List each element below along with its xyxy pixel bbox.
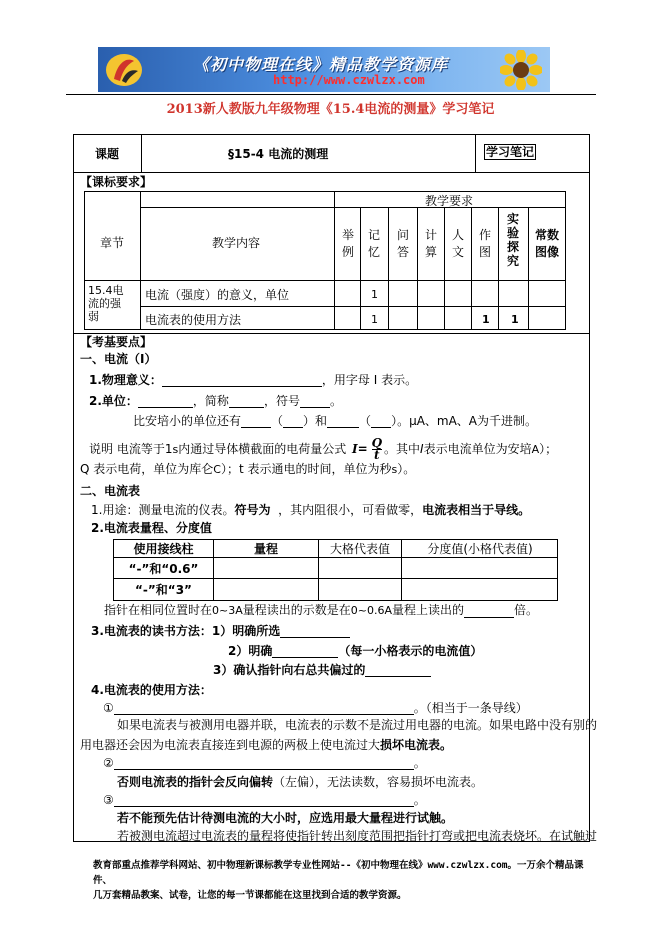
banner-title: 《初中物理在线》精品教学资源库 [193, 55, 449, 74]
requirements-table [84, 191, 566, 330]
col-qa: 问 答 [396, 228, 409, 259]
col-example: 举 例 [341, 228, 354, 259]
footer-line-1: 教育部重点推荐学科网站、初中物理新课标教学专业性网站--《初中物理在线》www.czwlzx.com。一万余个精品课件、 [93, 860, 584, 886]
site-banner [98, 47, 550, 92]
topic-label: 课题 [95, 147, 120, 161]
line-range-ratio: 指针在相同位置时在0~3A量程读出的示数是在0~0.6A量程上读出的 倍。 [104, 603, 539, 617]
usage-3-para-2: 若被测电流超过电流表的量程将使指针转出刻度范围把指针打弯或把电流表烧坏。在试触过 [117, 829, 598, 843]
col-content: 教学内容 [212, 236, 261, 250]
section-keypoints-title: 【考基要点】 [80, 335, 153, 349]
page-footer [93, 858, 593, 903]
usage-2-para: 否则电流表的指针会反向偏转（左偏），无法读数，容易损坏电流表。 [117, 775, 484, 789]
row2-mark-drawing: 1 [482, 313, 490, 326]
row2-mark-experiment: 1 [511, 313, 519, 326]
range-row-3: “-”和“3” [135, 583, 192, 597]
chapter-cell: 15.4电 流的强 弱 [88, 284, 124, 323]
col-memory: 记 忆 [367, 228, 380, 259]
usage-1-para-2: 用电器还会因为电流表直接连到电源的两极上使电流过大损坏电流表。 [80, 738, 453, 752]
heading-ammeter: 二、电流表 [80, 484, 141, 498]
line-usage-3: ③ 。 [103, 793, 426, 807]
col-humanities: 人 文 [451, 228, 464, 259]
line-ammeter-use: 1.用途：测量电流的仪表。符号为 ，其内阻很小，可看做零，电流表相当于导线。 [91, 503, 531, 517]
line-definition: 说明 电流等于1s内通过导体横截面的电荷量公式 I= $\frac{Q}{t}$ 。其中I表示电流单位为安培A）； [89, 436, 558, 462]
range-col-major: 大格代表值 [329, 542, 390, 556]
col-calc: 计 算 [424, 228, 437, 259]
current-formula: I= $\frac{Q}{t}$ [352, 436, 383, 462]
col-chapter: 章节 [100, 236, 125, 250]
footer-line-2: 几万套精品教案、试卷，让您的每一节课都能在这里找到合适的教学资源。 [93, 890, 407, 901]
col-drawing: 作 图 [478, 228, 491, 259]
line-reading-heading: 3.电流表的读书方法：1）明确所选 [91, 624, 350, 638]
row2-mark-memory: 1 [371, 313, 378, 326]
header-rule [66, 94, 596, 95]
range-col-terminal: 使用接线柱 [133, 542, 194, 556]
line-reading-3: 3）确认指针向右总共偏过的 [213, 663, 431, 677]
row1-content: 电流（强度）的意义，单位 [145, 288, 290, 302]
line-unit: 2.单位： ，简称 ，符号 。 [89, 394, 342, 408]
range-row-06: “-”和“0.6” [128, 562, 199, 576]
heading-current: 一、电流（I） [80, 352, 157, 366]
line-physical-meaning: 1.物理意义： ，用字母 I 表示。 [89, 373, 418, 387]
row1-mark-memory: 1 [371, 288, 378, 301]
study-notes-label: 学习笔记 [486, 145, 535, 159]
row2-content: 电流表的使用方法 [145, 313, 242, 327]
range-col-minor: 分度值(小格代表值) [427, 542, 533, 556]
col-constants: 常数 图像 [534, 228, 559, 259]
teaching-req-header: 教学要求 [425, 194, 474, 208]
site-logo-icon [104, 51, 144, 89]
document-title: 2013新人教版九年级物理《15.4电流的测量》学习笔记 [166, 102, 495, 117]
range-col-range: 量程 [253, 542, 278, 556]
line-smaller-units: 比安培小的单位还有 （ ）和 （ ）。μA、mA、A为千进制。 [133, 414, 538, 428]
sunflower-icon [500, 50, 542, 90]
topic-title: §15-4 电流的测理 [228, 147, 329, 161]
line-usage-1: ① 。（相当于一条导线） [103, 701, 528, 715]
usage-3-para-1: 若不能预先估计待测电流的大小时，应选用最大量程进行试触。 [117, 811, 454, 825]
line-reading-2: 2）明确 （每一小格表示的电流值） [228, 644, 483, 658]
line-usage-2: ② 。 [103, 756, 426, 770]
line-charge-time: Q 表示电荷，单位为库仑C）；t 表示通电的时间，单位为秒s）。 [80, 462, 416, 476]
col-experiment: 实 验 探 究 [506, 212, 519, 268]
section-curriculum-title: 【课标要求】 [80, 175, 153, 189]
line-range-heading: 2.电流表量程、分度值 [91, 521, 212, 535]
line-usage-heading: 4.电流表的使用方法： [91, 683, 212, 697]
usage-1-para-1: 如果电流表与被测用电器并联，电流表的示数不是流过用电器的电流。如果电路中没有别的 [117, 718, 598, 732]
banner-url[interactable]: http://www.czwlzx.com [273, 73, 425, 87]
